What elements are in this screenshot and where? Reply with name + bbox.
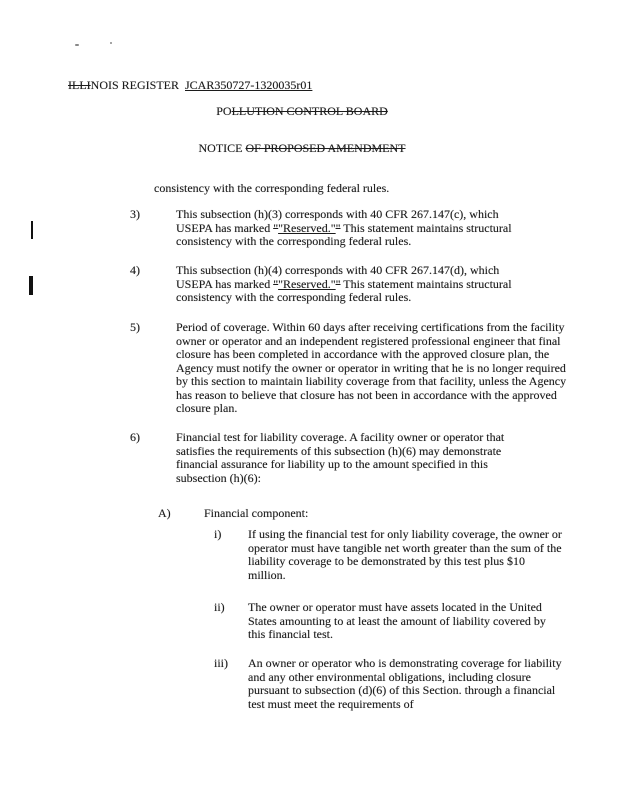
register-title-struck: ILLI bbox=[68, 78, 91, 92]
item-text: Financial component: bbox=[204, 506, 309, 520]
notice-title-plain: NOTICE bbox=[198, 141, 246, 155]
list-item-5 bbox=[130, 321, 568, 416]
struck-quote: " bbox=[335, 276, 341, 291]
margin-change-bar bbox=[29, 276, 33, 295]
list-item-ii bbox=[214, 601, 556, 642]
list-item-i bbox=[214, 528, 564, 582]
scan-artifact bbox=[75, 44, 79, 46]
item-number: 4) bbox=[130, 263, 140, 277]
inserted-text: "Reserved." bbox=[278, 220, 336, 235]
item-number: i) bbox=[214, 527, 222, 541]
register-title: NOIS REGISTER bbox=[90, 78, 179, 92]
item-number: 6) bbox=[130, 430, 140, 444]
item-text: If using the financial test for only liability coverage, the owner or operator must have tangible net worth greater than the sum of the liability coverage to be demonstrated by this test plus $10 million. bbox=[248, 527, 562, 582]
board-title bbox=[0, 105, 604, 119]
struck-quote: " bbox=[273, 276, 279, 291]
page-header bbox=[68, 79, 312, 93]
item-text bbox=[176, 208, 536, 249]
item-text-plain: This statement maintains structural consistency with the corresponding federal rules. bbox=[176, 220, 512, 248]
notice-title bbox=[0, 142, 604, 156]
inserted-text: "Reserved." bbox=[278, 276, 336, 291]
struck-quote: " bbox=[273, 220, 279, 235]
list-item-6 bbox=[130, 431, 532, 485]
item-text: Period of coverage. Within 60 days after receiving certifications from the facility owner or operator and an independent registered professional engineer that final closure has been completed in accordance with the approved closure plan, the Agency must notify the owner or operator in writing that he is no longer required by this section to maintain liability coverage from that facility, unless the Agency has reason to believe that closure has not been in accordance with the approved closure plan. bbox=[176, 320, 567, 415]
item-text-plain: This subsection (h)(3) corresponds with 40 CFR 267.147(c), which USEPA has marked bbox=[176, 207, 499, 235]
item-text-plain: This subsection (h)(4) corresponds with 40 CFR 267.147(d), which USEPA has marked bbox=[176, 263, 500, 291]
item-text: Financial test for liability coverage. A facility owner or operator that satisfies the requirements of this subsection (h)(6) may demonstrate financial assurance for liability up to the amount specified in this subsection (h)(6): bbox=[176, 430, 505, 485]
item-number: iii) bbox=[214, 656, 228, 670]
scan-artifact bbox=[110, 42, 112, 44]
item-text bbox=[176, 264, 536, 305]
item-number: 5) bbox=[130, 320, 140, 334]
margin-change-bar bbox=[31, 221, 33, 239]
item-text-plain: This statement maintains structural consistency with the corresponding federal rules. bbox=[176, 276, 512, 304]
notice-title-struck: OF PROPOSED AMENDMENT bbox=[245, 141, 406, 155]
board-title-struck: LLUTION CONTROL BOARD bbox=[231, 104, 388, 118]
item-text: The owner or operator must have assets located in the United States amounting to at least the amount of liability covered by this financial test. bbox=[248, 600, 546, 641]
item-text: An owner or operator who is demonstrating coverage for liability and any other environmental obligations, including closure pursuant to subsection (d)(6) of this Section. through a financial test must meet the requirements of bbox=[248, 656, 562, 711]
list-item-4 bbox=[130, 264, 536, 305]
paragraph-continuation: consistency with the corresponding federal rules. bbox=[154, 181, 390, 195]
docket-number: JCAR350727-1320035r01 bbox=[185, 78, 313, 92]
board-title-plain: PO bbox=[216, 104, 232, 118]
list-item-iii bbox=[214, 657, 564, 711]
list-item-3 bbox=[130, 208, 536, 249]
list-item-A bbox=[158, 507, 560, 521]
struck-quote: " bbox=[335, 220, 341, 235]
item-number: A) bbox=[158, 506, 171, 520]
item-number: ii) bbox=[214, 600, 225, 614]
item-number: 3) bbox=[130, 207, 140, 221]
